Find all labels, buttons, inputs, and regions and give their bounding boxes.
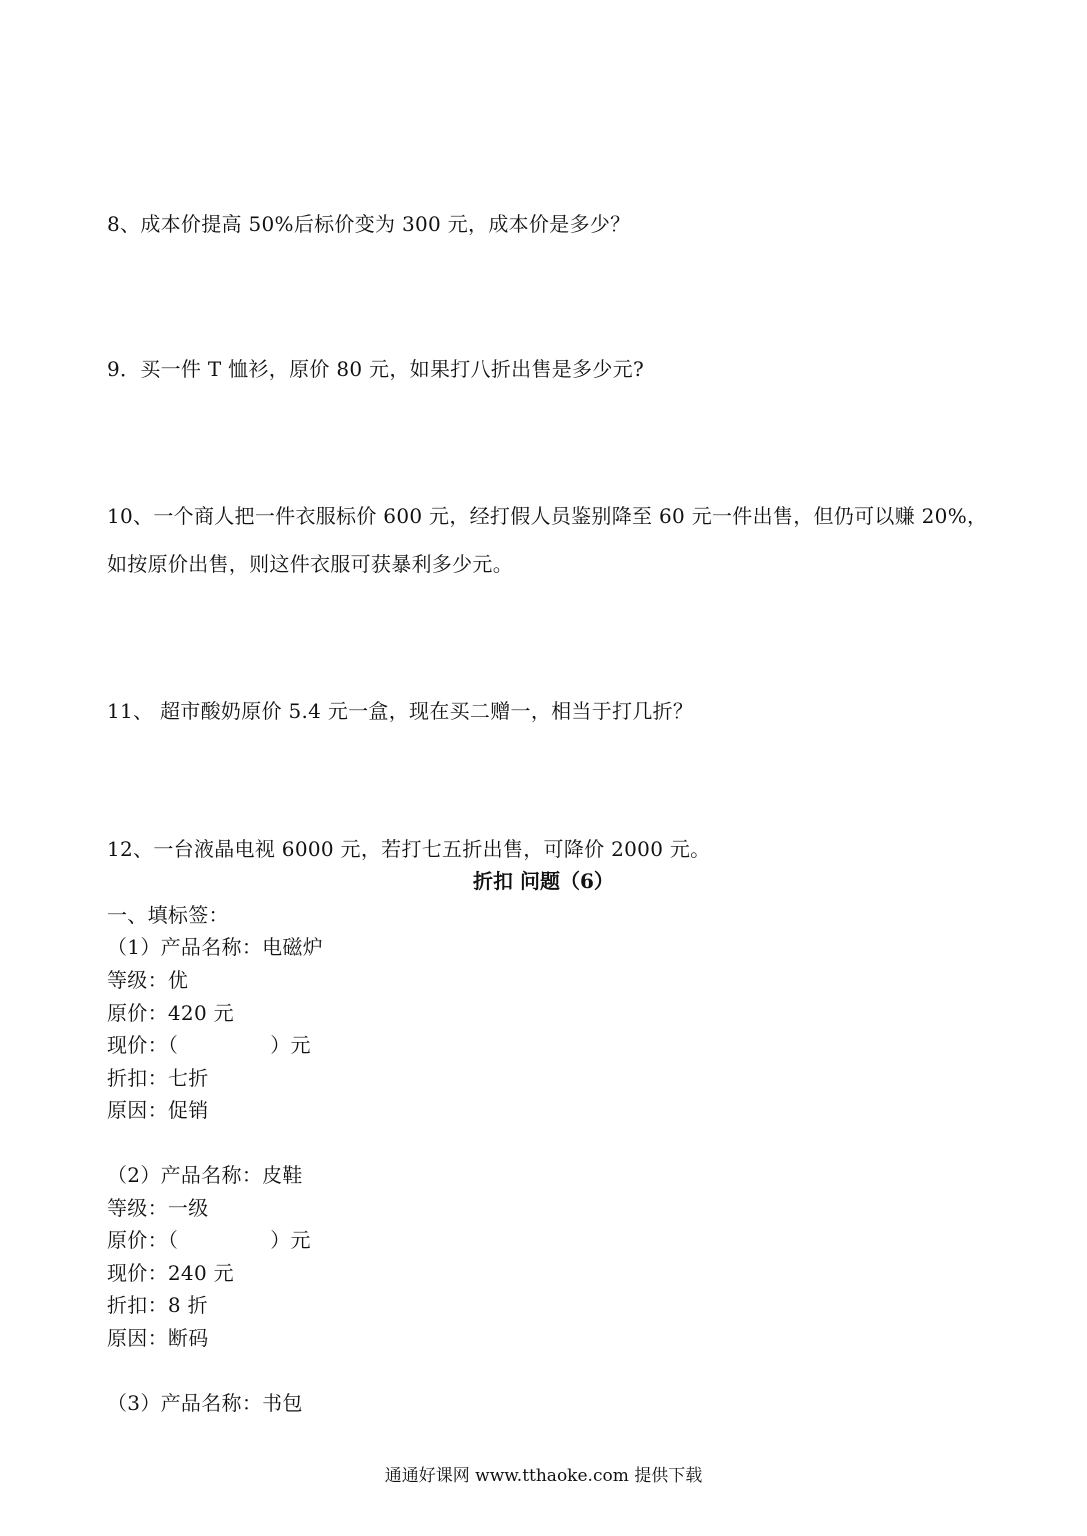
label-2-original-price — [107, 1226, 311, 1254]
question-10-line-1: 10、一个商人把一件衣服标价 600 元，经打假人员鉴别降至 60 元一件出售，但仍可以赚 20%， — [107, 504, 988, 528]
question-12: 12、一台液晶电视 6000 元，若打七五折出售，可降价 2000 元。 — [107, 837, 711, 861]
question-10-line-2: 如按原价出售，则这件衣服可获暴利多少元。 — [107, 552, 513, 576]
question-9: 9．买一件 T 恤衫，原价 80 元，如果打八折出售是多少元? — [107, 357, 644, 381]
label-2-current-price: 现价：240 元 — [107, 1261, 234, 1285]
label-1-current-price — [107, 1031, 311, 1059]
label-1-reason: 原因：促销 — [107, 1098, 209, 1122]
label-1-current-price-suffix: ）元 — [270, 1033, 311, 1057]
section-heading: 一、填标签： — [107, 903, 229, 927]
label-2-original-price-suffix: ）元 — [270, 1228, 311, 1252]
label-1-grade: 等级：优 — [107, 968, 189, 992]
question-8: 8、成本价提高 50%后标价变为 300 元，成本价是多少？ — [107, 212, 631, 236]
section-title: 折扣 问题（6） — [473, 869, 614, 893]
label-1-current-price-prefix: 现价：（ — [107, 1033, 179, 1057]
label-2-discount: 折扣：8 折 — [107, 1293, 208, 1317]
label-2-original-price-prefix: 原价：（ — [107, 1228, 179, 1252]
question-11: 11、 超市酸奶原价 5.4 元一盒，现在买二赠一，相当于打几折？ — [107, 699, 694, 723]
label-3-name: （3）产品名称：书包 — [107, 1391, 303, 1415]
label-1-discount: 折扣：七折 — [107, 1066, 209, 1090]
page-footer: 通通好课网 www.tthaoke.com 提供下载 — [384, 1466, 703, 1486]
label-2-grade: 等级：一级 — [107, 1196, 209, 1220]
label-2-reason: 原因：断码 — [107, 1326, 209, 1350]
label-2-name: （2）产品名称：皮鞋 — [107, 1163, 303, 1187]
label-1-original-price: 原价：420 元 — [107, 1001, 234, 1025]
label-1-name: （1）产品名称：电磁炉 — [107, 935, 324, 959]
